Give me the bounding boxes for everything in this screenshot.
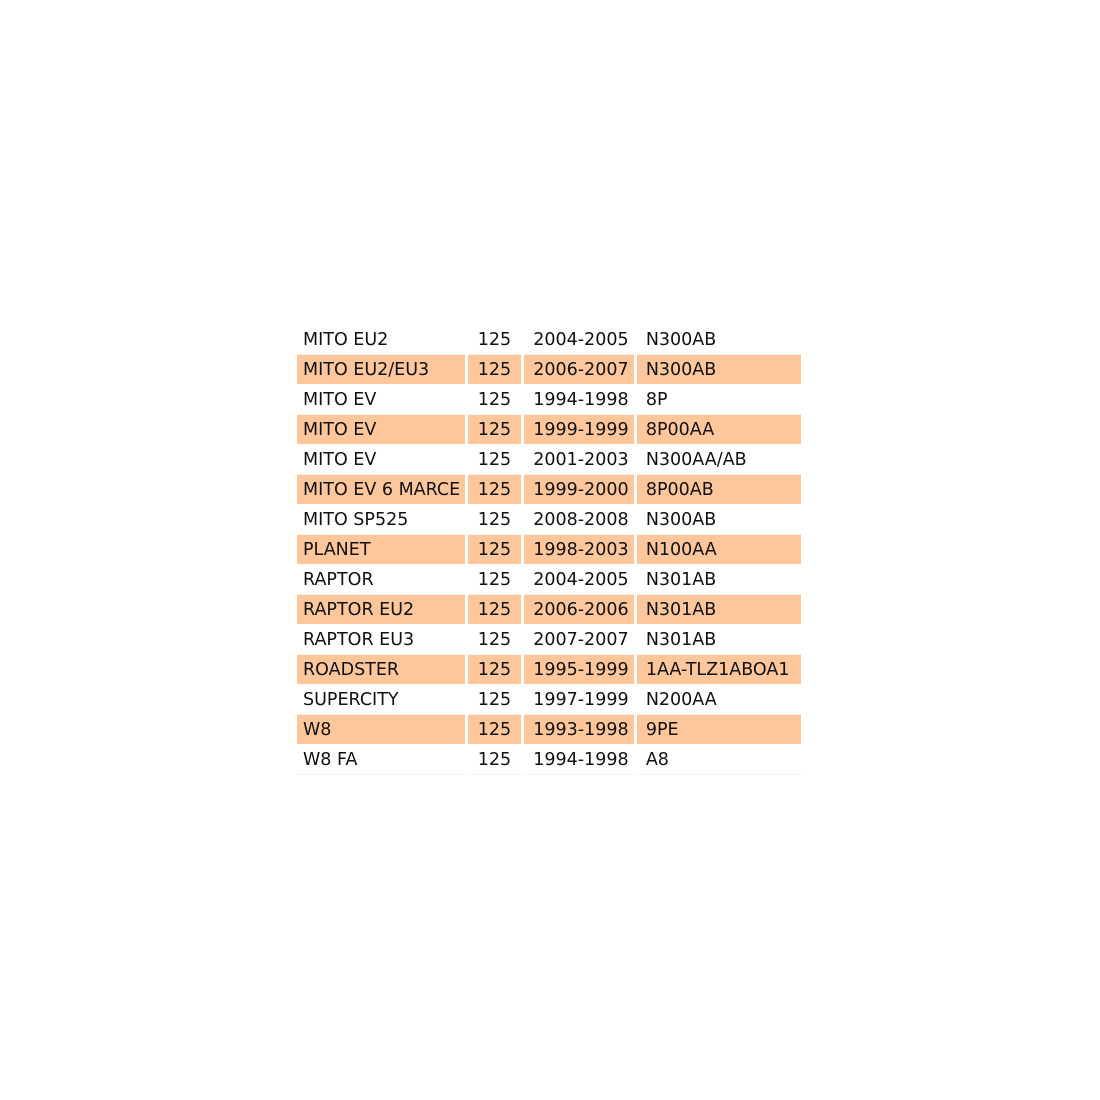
cell-cc: 125 bbox=[468, 625, 522, 655]
table-row bbox=[297, 565, 801, 595]
cell-cc: 125 bbox=[468, 715, 522, 745]
cell-cc: 125 bbox=[468, 505, 522, 535]
cell-code: N300AA/AB bbox=[637, 445, 801, 475]
cell-code: N300AB bbox=[637, 355, 801, 385]
cell-cc: 125 bbox=[468, 475, 522, 505]
table-row bbox=[297, 415, 801, 445]
cell-code: 8P00AB bbox=[637, 475, 801, 505]
cell-cc: 125 bbox=[468, 745, 522, 775]
cell-code: N100AA bbox=[637, 535, 801, 565]
cell-model: W8 bbox=[297, 715, 465, 745]
table-row bbox=[297, 715, 801, 745]
cell-years: 1993-1998 bbox=[524, 715, 634, 745]
cell-model: MITO EV bbox=[297, 415, 465, 445]
cell-cc: 125 bbox=[468, 685, 522, 715]
cell-years: 1999-1999 bbox=[524, 415, 634, 445]
cell-years: 1994-1998 bbox=[524, 385, 634, 415]
cell-code: 8P00AA bbox=[637, 415, 801, 445]
table-row bbox=[297, 685, 801, 715]
cell-cc: 125 bbox=[468, 415, 522, 445]
table-row bbox=[297, 475, 801, 505]
cell-model: MITO SP525 bbox=[297, 505, 465, 535]
cell-code: N301AB bbox=[637, 565, 801, 595]
cell-years: 2004-2005 bbox=[524, 565, 634, 595]
compatibility-table-container bbox=[297, 325, 804, 775]
table-row bbox=[297, 445, 801, 475]
table-row bbox=[297, 625, 801, 655]
compatibility-table bbox=[294, 325, 804, 775]
cell-cc: 125 bbox=[468, 355, 522, 385]
cell-years: 1998-2003 bbox=[524, 535, 634, 565]
table-row bbox=[297, 385, 801, 415]
cell-years: 2004-2005 bbox=[524, 325, 634, 355]
cell-cc: 125 bbox=[468, 325, 522, 355]
cell-years: 2006-2007 bbox=[524, 355, 634, 385]
cell-model: MITO EU2 bbox=[297, 325, 465, 355]
cell-years: 1995-1999 bbox=[524, 655, 634, 685]
cell-code: A8 bbox=[637, 745, 801, 775]
cell-code: N300AB bbox=[637, 325, 801, 355]
cell-cc: 125 bbox=[468, 535, 522, 565]
cell-cc: 125 bbox=[468, 445, 522, 475]
cell-model: RAPTOR EU2 bbox=[297, 595, 465, 625]
cell-model: MITO EV bbox=[297, 385, 465, 415]
table-row bbox=[297, 355, 801, 385]
cell-code: N200AA bbox=[637, 685, 801, 715]
table-row bbox=[297, 325, 801, 355]
cell-years: 2008-2008 bbox=[524, 505, 634, 535]
cell-code: 8P bbox=[637, 385, 801, 415]
table-row bbox=[297, 745, 801, 775]
cell-model: MITO EV 6 MARCE bbox=[297, 475, 465, 505]
cell-years: 2007-2007 bbox=[524, 625, 634, 655]
cell-code: N301AB bbox=[637, 625, 801, 655]
cell-model: SUPERCITY bbox=[297, 685, 465, 715]
cell-code: 9PE bbox=[637, 715, 801, 745]
cell-model: PLANET bbox=[297, 535, 465, 565]
cell-model: MITO EU2/EU3 bbox=[297, 355, 465, 385]
cell-code: N301AB bbox=[637, 595, 801, 625]
cell-years: 1997-1999 bbox=[524, 685, 634, 715]
cell-model: ROADSTER bbox=[297, 655, 465, 685]
cell-cc: 125 bbox=[468, 655, 522, 685]
cell-model: RAPTOR EU3 bbox=[297, 625, 465, 655]
cell-years: 1994-1998 bbox=[524, 745, 634, 775]
table-row bbox=[297, 535, 801, 565]
cell-model: W8 FA bbox=[297, 745, 465, 775]
table-body bbox=[297, 325, 801, 775]
cell-model: MITO EV bbox=[297, 445, 465, 475]
table-row bbox=[297, 655, 801, 685]
cell-cc: 125 bbox=[468, 565, 522, 595]
cell-cc: 125 bbox=[468, 385, 522, 415]
cell-code: 1AA-TLZ1ABOA1 bbox=[637, 655, 801, 685]
cell-code: N300AB bbox=[637, 505, 801, 535]
cell-years: 1999-2000 bbox=[524, 475, 634, 505]
cell-cc: 125 bbox=[468, 595, 522, 625]
table-row bbox=[297, 505, 801, 535]
cell-model: RAPTOR bbox=[297, 565, 465, 595]
table-row bbox=[297, 595, 801, 625]
cell-years: 2006-2006 bbox=[524, 595, 634, 625]
cell-years: 2001-2003 bbox=[524, 445, 634, 475]
